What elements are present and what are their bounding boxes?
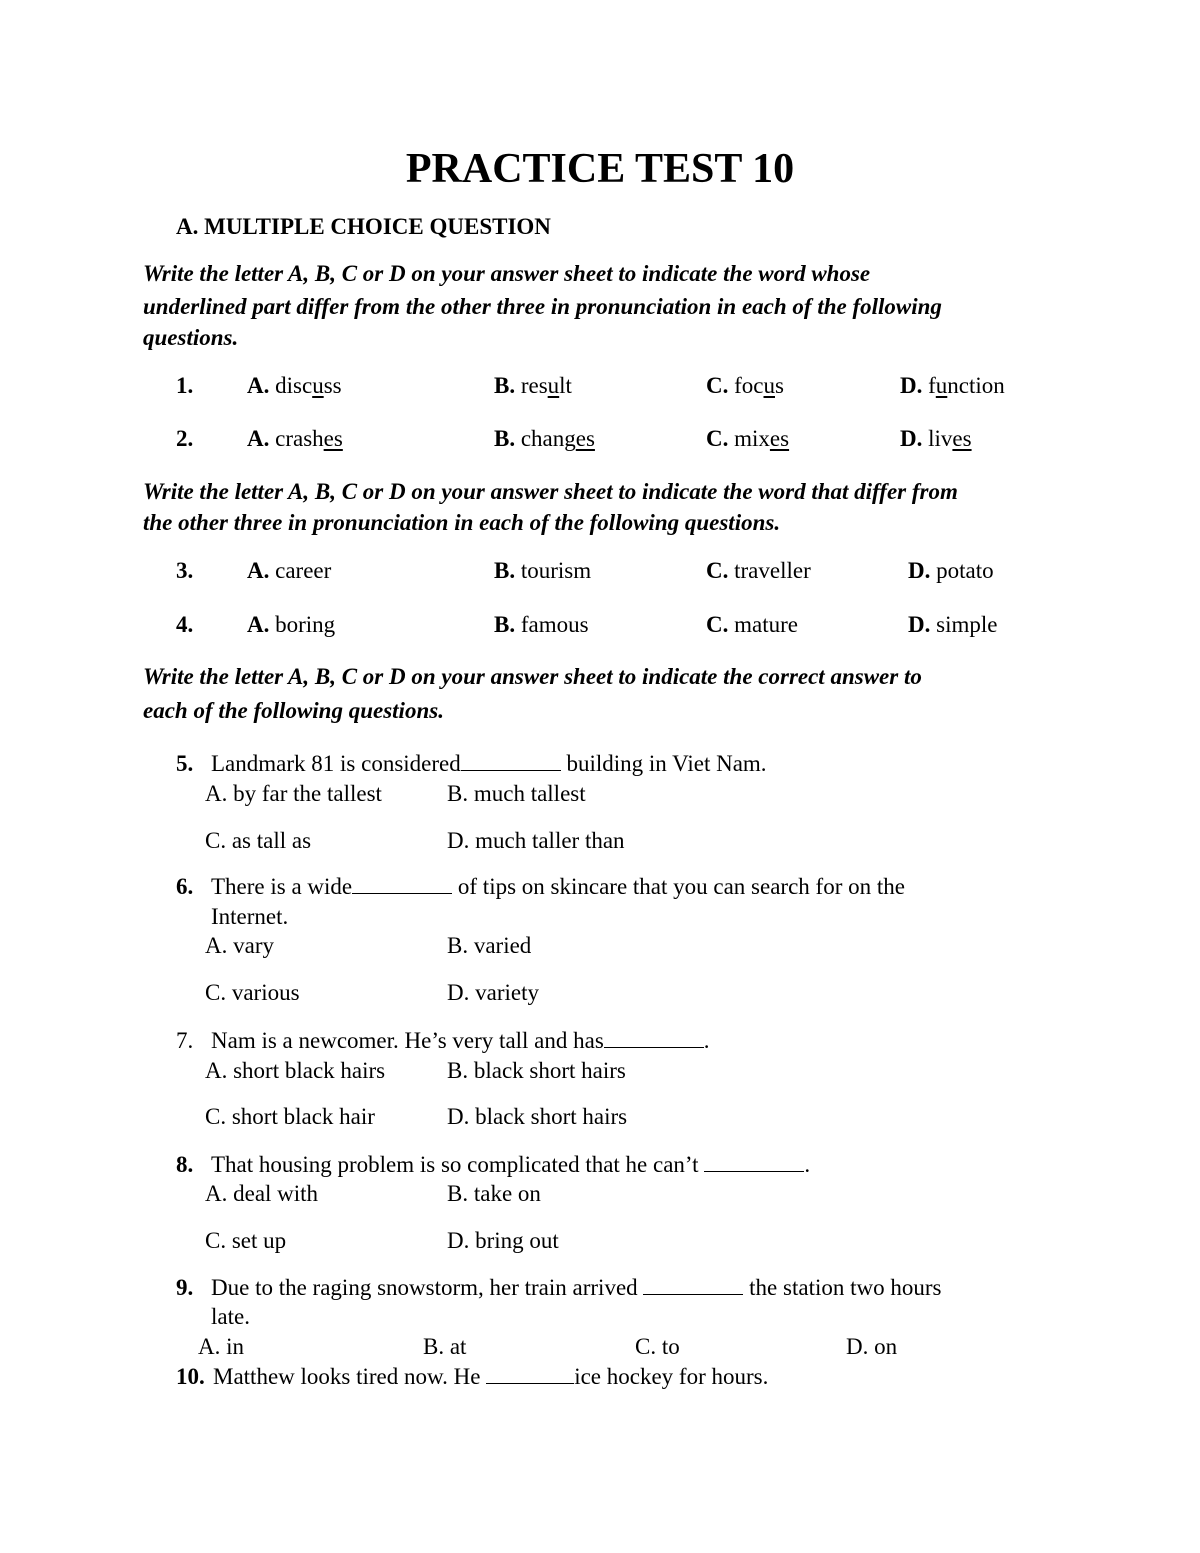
question-2-option-a: A. crashes [247, 426, 343, 451]
instruction-3-line-2: each of the following questions. [143, 698, 444, 723]
question-3-option-c: C. traveller [706, 558, 811, 583]
question-1-option-b: B. result [494, 373, 572, 398]
question-6-option-b: B. varied [447, 933, 532, 958]
question-1-number: 1. [176, 373, 194, 398]
question-7-option-a: A. short black hairs [205, 1058, 386, 1083]
question-5-stem: Landmark 81 is considered building in Viet Nam. [211, 751, 767, 776]
question-8-option-a: A. deal with [205, 1181, 319, 1206]
question-8-option-b: B. take on [447, 1181, 541, 1206]
question-3-number: 3. [176, 558, 194, 583]
question-5-number: 5. [176, 751, 194, 776]
question-8-number: 8. [176, 1152, 194, 1177]
question-7-option-b: B. black short hairs [447, 1058, 626, 1083]
question-7-number: 7. [176, 1028, 194, 1053]
answer-blank [643, 1293, 743, 1295]
question-9-number: 9. [176, 1275, 194, 1300]
instruction-3-line-1: Write the letter A, B, C or D on your answer sheet to indicate the correct answer to [143, 664, 922, 689]
section-heading: A. MULTIPLE CHOICE QUESTION [176, 214, 551, 239]
question-3-option-b: B. tourism [494, 558, 592, 583]
question-10-number: 10. [176, 1364, 205, 1389]
question-4-option-b: B. famous [494, 612, 589, 637]
question-1-option-c: C. focus [706, 373, 784, 398]
question-3-option-d: D. potato [908, 558, 994, 583]
question-9-stem-line-2: late. [211, 1304, 250, 1329]
question-6-option-d: D. variety [447, 980, 539, 1005]
answer-blank [704, 1170, 804, 1172]
question-9-option-a: A. in [198, 1334, 244, 1359]
instruction-2-line-1: Write the letter A, B, C or D on your answer sheet to indicate the word that differ from [143, 479, 958, 504]
answer-blank [486, 1382, 574, 1384]
question-1-option-a: A. discuss [247, 373, 342, 398]
question-1-option-d: D. function [900, 373, 1005, 398]
question-5-option-c: C. as tall as [205, 828, 312, 853]
answer-blank [461, 769, 561, 771]
instruction-1-line-2: underlined part differ from the other three in pronunciation in each of the following [143, 294, 942, 319]
question-2-option-d: D. lives [900, 426, 972, 451]
question-6-stem: There is a wide of tips on skincare that you can search for on the [211, 874, 905, 899]
question-6-option-a: A. vary [205, 933, 274, 958]
question-9-stem: Due to the raging snowstorm, her train arrived the station two hours [211, 1275, 942, 1300]
question-8-option-d: D. bring out [447, 1228, 559, 1253]
question-8-stem: That housing problem is so complicated that he can’t . [211, 1152, 811, 1177]
question-6-option-c: C. various [205, 980, 300, 1005]
question-4-option-a: A. boring [247, 612, 336, 637]
question-6-number: 6. [176, 874, 194, 899]
question-5-option-d: D. much taller than [447, 828, 625, 853]
page-title: PRACTICE TEST 10 [405, 146, 795, 192]
question-4-option-c: C. mature [706, 612, 798, 637]
question-10-stem: Matthew looks tired now. He ice hockey for hours. [213, 1364, 769, 1389]
instruction-1-line-1: Write the letter A, B, C or D on your answer sheet to indicate the word whose [143, 261, 871, 286]
answer-blank [352, 892, 452, 894]
answer-blank [604, 1046, 704, 1048]
question-9-option-c: C. to [635, 1334, 680, 1359]
question-6-stem-line-2: Internet. [211, 904, 289, 929]
question-2-number: 2. [176, 426, 194, 451]
question-7-option-c: C. short black hair [205, 1104, 375, 1129]
question-9-option-d: D. on [846, 1334, 898, 1359]
instruction-2-line-2: the other three in pronunciation in each of the following questions. [143, 510, 781, 535]
question-3-option-a: A. career [247, 558, 332, 583]
instruction-1-line-3: questions. [143, 325, 239, 350]
question-4-number: 4. [176, 612, 194, 637]
question-2-option-b: B. changes [494, 426, 595, 451]
question-5-option-b: B. much tallest [447, 781, 586, 806]
question-7-stem: Nam is a newcomer. He’s very tall and has . [211, 1028, 710, 1053]
question-8-option-c: C. set up [205, 1228, 287, 1253]
question-4-option-d: D. simple [908, 612, 998, 637]
question-5-option-a: A. by far the tallest [205, 781, 382, 806]
question-7-option-d: D. black short hairs [447, 1104, 628, 1129]
question-2-option-c: C. mixes [706, 426, 790, 451]
question-9-option-b: B. at [423, 1334, 467, 1359]
